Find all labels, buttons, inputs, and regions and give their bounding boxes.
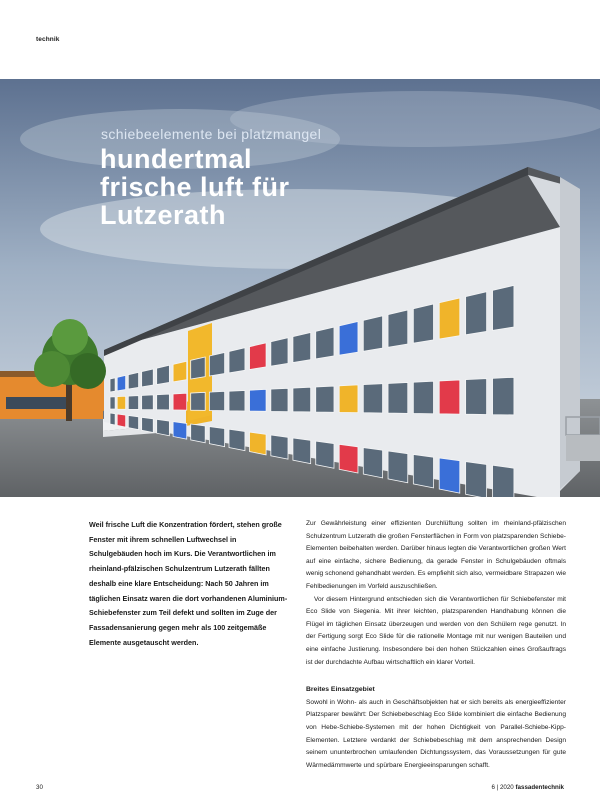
colored-window-panel bbox=[250, 343, 267, 370]
colored-window-panel bbox=[339, 322, 358, 356]
window-pane bbox=[271, 435, 288, 459]
window-pane bbox=[466, 462, 487, 497]
article-headline bbox=[100, 145, 290, 229]
colored-window-panel bbox=[339, 444, 358, 473]
body-paragraph: Zur Gewährleistung einer effizienten Durchlüftung sollten im rheinland-pfälzischen Schulzentrum Lutzerath die großen Fensterflächen in Form von platzsparenden Schiebe-Elementen beibehalten werden. Darüber hinaus legten die Verantwortlichen großen Wert auf eine einfache, sichere Bedienung, da gerade Fenster in Schulgebäuden oftmals wenig schonend gehandhabt werden. Es empfiehlt sich also, vermeidbare Strapazen wie Fehlbedienungen im Vorfeld auszuschließen. bbox=[306, 520, 566, 590]
window-pane bbox=[209, 427, 224, 447]
window-pane bbox=[316, 441, 334, 468]
window-pane bbox=[493, 285, 514, 330]
window-pane bbox=[293, 333, 311, 363]
window-pane bbox=[229, 348, 245, 373]
window-pane bbox=[363, 316, 382, 351]
window-pane bbox=[209, 352, 224, 376]
tree-trunk bbox=[66, 379, 72, 421]
issue-number: 6 | 2020 bbox=[491, 784, 514, 791]
colored-window-panel bbox=[173, 361, 187, 382]
window-pane bbox=[388, 382, 408, 413]
colored-window-panel bbox=[173, 393, 187, 410]
page-number: 30 bbox=[36, 784, 43, 791]
window-pane bbox=[128, 372, 138, 389]
window-pane bbox=[363, 384, 382, 413]
window-pane bbox=[157, 394, 170, 410]
window-pane bbox=[293, 438, 311, 464]
footer-issue bbox=[492, 784, 565, 791]
window-pane bbox=[110, 413, 115, 425]
colored-window-panel bbox=[250, 389, 267, 411]
window-pane bbox=[128, 396, 138, 410]
window-pane bbox=[293, 387, 311, 412]
window-pane bbox=[142, 417, 154, 432]
headline-line: frische luft für bbox=[100, 172, 290, 202]
colored-window-panel bbox=[117, 396, 125, 409]
window-pane bbox=[363, 448, 382, 478]
window-pane bbox=[413, 454, 433, 487]
window-pane bbox=[128, 416, 138, 430]
colored-window-panel bbox=[439, 298, 460, 339]
headline-line: Lutzerath bbox=[100, 200, 226, 230]
window-pane bbox=[110, 397, 115, 409]
window-pane bbox=[466, 379, 487, 415]
body-column bbox=[306, 518, 566, 772]
section-tag: technik bbox=[36, 36, 60, 43]
body-paragraph: Vor diesem Hintergrund entschieden sich die Verantwortlichen für Schiebefenster mit Eco Slide von Siegenia. Mit ihrer leichten, platzsparenden Handhabung können die Flügel im täglichen Einsatz überzeugen und werden von den Schülern rege genutzt. In der Fertigung sorgt Eco Slide für die rationelle Montage mit nur wenigen Bauteilen und eine einfache Justierung. Insbesondere bei den hohen Stückzahlen eines Großauftrags ist der durchdachte Aufbau wirtschaftlich ein klarer Vorteil. bbox=[306, 595, 566, 666]
colored-window-panel bbox=[339, 385, 358, 413]
window-pane bbox=[493, 377, 514, 415]
window-pane bbox=[110, 378, 115, 392]
lead-paragraph: Weil frische Luft die Konzentration fördert, stehen große Fenster mit ihrem schnellen Luftwechsel in Schulgebäuden hoch im Kurs. Die Verantwortlichen im rheinland-pfälzischen Schulzentrum Lutzerath fällten deshalb eine klare Entscheidung: Nach 50 Jahren im täglichen Einsatz waren die dort vorhandenen Aluminium-Schiebefenster zum Teil defekt und sollten im Zuge der Fassadensanierung gegen mehr als 100 zeitgemäße Elemente ausgetauscht werden. bbox=[89, 520, 288, 647]
body-paragraph: Sowohl in Wohn- als auch in Geschäftsobjekten hat er sich bereits als energieeffizienter Platzsparer bewährt: Der Schiebebeschlag Eco Slide kombiniert die einfache Bedienung von Hebe-Schiebe-Systemen mit der hohen Dichtigkeit von Parallel-Schiebe-Kipp-Elementen. Letztere verdankt der Schiebebeschlag mit dem ansprechenden Design seinem ununterbrochen umlaufenden Dichtungssystem, das Voraussetzungen für gute Wärmedämmwerte und spürbare Energieeinsparungen schafft. bbox=[306, 698, 566, 769]
window-pane bbox=[229, 429, 245, 450]
window-pane bbox=[388, 310, 408, 347]
window-pane bbox=[271, 338, 288, 366]
window-pane bbox=[493, 465, 514, 497]
window-pane bbox=[191, 392, 205, 410]
colored-window-panel bbox=[173, 422, 187, 440]
subheading: Breites Einsatzgebiet bbox=[306, 686, 375, 694]
window-pane bbox=[413, 381, 433, 414]
colored-window-panel bbox=[117, 414, 125, 427]
window-pane bbox=[142, 395, 154, 410]
window-pane bbox=[191, 357, 205, 379]
window-pane bbox=[229, 390, 245, 411]
window-pane bbox=[466, 292, 487, 335]
window-pane bbox=[142, 369, 154, 387]
colored-window-panel bbox=[439, 458, 460, 493]
window-pane bbox=[191, 424, 205, 443]
colored-window-panel bbox=[439, 380, 460, 414]
window-pane bbox=[316, 386, 334, 412]
window-pane bbox=[157, 419, 170, 435]
window-pane bbox=[157, 365, 170, 384]
article-kicker: schiebeelemente bei platzmangel bbox=[101, 126, 322, 142]
magazine-name: fassadentechnik bbox=[515, 784, 564, 791]
window-pane bbox=[388, 451, 408, 483]
hero-photo bbox=[0, 79, 600, 497]
colored-window-panel bbox=[250, 432, 267, 455]
colored-window-panel bbox=[117, 375, 125, 390]
window-pane bbox=[316, 327, 334, 359]
window-pane bbox=[413, 304, 433, 343]
headline-line: hundertmal bbox=[100, 144, 253, 174]
window-pane bbox=[271, 388, 288, 411]
window-pane bbox=[209, 391, 224, 410]
